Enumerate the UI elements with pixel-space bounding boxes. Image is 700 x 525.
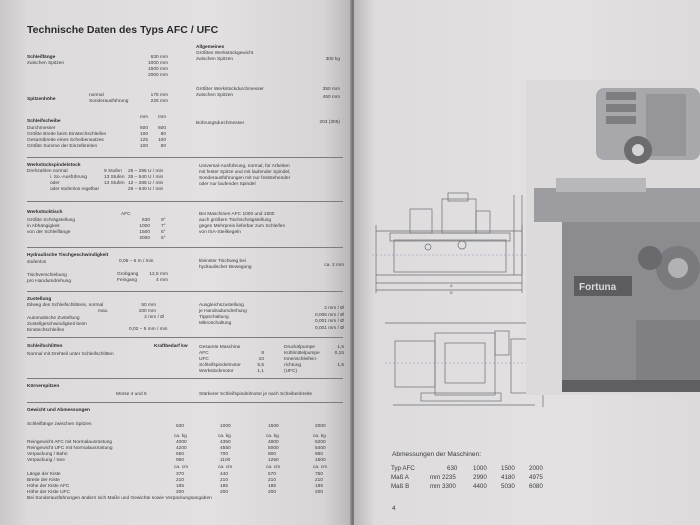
schleifscheibe-row-value: 100 [157, 138, 166, 143]
kraft-row-label: richtung [284, 363, 302, 368]
zustellung-desc: Tippschaltung [199, 315, 229, 320]
brand-plate: Fortuna [579, 282, 617, 293]
spindelstock-desc-line: mit fester Spitze und mit laufender Spindel, [199, 170, 291, 175]
durchmesser-line: zwischen Spitzen [196, 93, 234, 98]
tisch-row: Feingang [117, 278, 138, 283]
zustellung-desc: Mikroschaltung [199, 321, 232, 326]
gewicht-row-value: 4000 [176, 440, 187, 445]
kraft-row-value: 1,5 [337, 345, 344, 350]
gewicht-row-value: 1100 [220, 458, 231, 463]
tisch-desc-line: von ISA-Steilkegeln [199, 230, 241, 235]
kraft-row-label: Gesamte Maschine [199, 345, 241, 350]
gewicht-row-value: 200 [268, 490, 277, 495]
tisch-row-value: 4 mm [156, 278, 168, 283]
schleifscheibe-row-label: Größte Breite beim Einstechschleifen [27, 132, 107, 137]
spindelstock-row-label: oder stufenlos regelbar [50, 187, 100, 192]
schleifscheibe-row-label: Gesamtbreite eines Scheibensatzes [27, 138, 104, 143]
allgemeines-line: zwischen Spitzen [196, 57, 234, 62]
tisch-row-angle: 5° [161, 236, 166, 241]
gewicht-row-value: 700 [220, 452, 229, 457]
gewicht-row-label: Reingewicht AFC mit Normalausrüstung [27, 440, 113, 445]
zustellung-desc-value: 0,001 mm / Ø [314, 326, 344, 331]
schleifscheibe-row-label: Durchmesser [27, 126, 56, 131]
kraft-row-label: Schleifspindelmotor [199, 363, 241, 368]
dimension-row-label: Maß A [391, 474, 409, 481]
schleifscheibe-col: mm [140, 115, 148, 120]
section-schleiflaenge: Schleiflänge [27, 55, 56, 60]
tisch-sub: stufenlos [27, 260, 47, 265]
tisch-row: pro Handumdrehung [27, 279, 72, 284]
section-tischgeschwindigkeit: Hydraulische Tischgeschwindigkeit [27, 253, 109, 258]
divider [27, 201, 343, 202]
durchmesser-value: 350 mm [322, 87, 340, 92]
kraft-row-value: 10 [258, 357, 264, 362]
tisch-row-value: 630 [141, 218, 150, 223]
schleifscheibe-row-value: 100 [139, 144, 148, 149]
kraft-row-label: UFC [199, 357, 209, 362]
gewicht-row-value: 185 [268, 484, 277, 489]
durchmesser-value: 450 mm [322, 95, 340, 100]
zustellung-value: 2 mm / Ø [144, 315, 164, 320]
divider [27, 337, 343, 338]
zustellung-desc-value: 0,001 mm / Ø [314, 319, 344, 324]
gewicht-note: Bei Sonderausführungen ändern sich Maße und Gewichte sowie Verpackungsangaben [27, 496, 212, 501]
tisch-desc-line: Bei Maschinen AFC 1000 und 1500 [199, 212, 275, 217]
gewicht-row-value: 200 [220, 490, 229, 495]
zustellung-desc: je Handradumdrehung [199, 309, 247, 314]
zustellung-value: 50 mm [141, 303, 156, 308]
zustellung-value: 100 mm [138, 309, 156, 314]
dimension-row-value: 4180 [501, 474, 515, 481]
gewicht-row-value: 4550 [220, 446, 231, 451]
dimension-row-value: 1000 [473, 465, 487, 472]
schleifscheibe-col: mm [158, 115, 166, 120]
tisch-desc: hydraulischer Bewegung [199, 265, 252, 270]
dimension-row-value: 5030 [501, 483, 515, 490]
dimension-row-value: 630 [447, 465, 458, 472]
allgemeines-line: Größtes Werkstückgewicht [196, 51, 254, 56]
gewicht-row-value: 210 [220, 478, 229, 483]
gewicht-unit: ca. cm [174, 465, 189, 470]
spindelstock-row-range: 25 – 285 U / min [128, 169, 164, 174]
schleifscheibe-row-value: 100 [139, 132, 148, 137]
spindelstock-row-steps: 13 Stufen [104, 175, 125, 180]
dimension-row-value: 4975 [529, 474, 543, 481]
tisch-row-value: 12,5 mm [149, 272, 168, 277]
durchmesser-line: Größter Werkstückdurchmesser [196, 87, 264, 92]
schleiflaenge-sub: zwischen Spitzen [27, 61, 65, 66]
kraft-row-label: Druckölpumpe [284, 345, 315, 350]
divider [27, 247, 343, 248]
section-allgemeines: Allgemeines [196, 45, 225, 50]
gewicht-row-value: 950 [176, 458, 185, 463]
kraft-row-value: 5,5 [257, 363, 264, 368]
gewicht-row-value: 750 [315, 472, 324, 477]
spindelstock-row-range: 25 – 540 U / min [128, 175, 164, 180]
kraft-row-label: AFC [199, 351, 209, 356]
gewicht-unit: ca. kg [313, 434, 326, 439]
spindelstock-desc-line: Sonderausführungen mit nur feststehender [199, 176, 291, 181]
section-gewicht: Gewicht und Abmessungen [27, 408, 90, 413]
kraft-row-label: Kühlmittelpumpe [284, 351, 320, 356]
dimension-row-unit: mm 3300 [430, 483, 456, 490]
tisch-row-value: 1500 [139, 230, 150, 235]
section-koernerspitzen: Körnerspitzen [27, 384, 60, 389]
gewicht-row-value: 4350 [220, 440, 231, 445]
gewicht-row-value: 1500 [315, 458, 326, 463]
dimension-row-unit: mm 2235 [430, 474, 456, 481]
zustellung-line: Einstechschleifen [27, 328, 65, 333]
gewicht-unit: ca. kg [218, 434, 231, 439]
gewicht-row-value: 370 [176, 472, 185, 477]
spindelstock-row-label: Drehzahlen normal [27, 169, 68, 174]
zustellung-value: 0,02 – 5 mm / min [129, 327, 168, 332]
dimension-row-value: 2990 [473, 474, 487, 481]
gewicht-row-value: 950 [315, 452, 324, 457]
gewicht-row-value: 4200 [176, 446, 187, 451]
zustellung-line: Eilweg des Schleifschlittens, normal [27, 303, 104, 308]
gewicht-col-head: 2000 [315, 424, 326, 429]
section-zustellung: Zustellung [27, 297, 52, 302]
side-view-drawing [372, 185, 532, 295]
bohrung-label: Bohrungsdurchmesser [196, 121, 245, 126]
divider [27, 291, 343, 292]
divider [27, 402, 343, 403]
gewicht-row-value: 210 [176, 478, 185, 483]
dimension-row-value: 1500 [501, 465, 515, 472]
gewicht-row-label: Höhe der Kiste UFC [27, 490, 70, 495]
spitzenhoehe-value: 225 mm [150, 99, 168, 104]
dimensions-title: Abmessungen der Maschinen: [392, 451, 482, 458]
page-title: Technische Daten des Typs AFC / UFC [27, 24, 219, 36]
tisch-row-label: von der Schleiflänge [27, 230, 71, 235]
spitzenhoehe-label: normal [89, 93, 104, 98]
spindelstock-desc-line: Universal-Ausführung, normal, für Arbeiten [199, 164, 290, 169]
gewicht-row-value: 5200 [315, 440, 326, 445]
svg-text:A: A [450, 283, 453, 288]
gewicht-row-value: 440 [220, 472, 229, 477]
dimension-row-label: Maß B [391, 483, 410, 490]
gewicht-row-label: Reingewicht UFC mit Normalausrüstung [27, 446, 113, 451]
schleiflaenge-value: 630 mm [150, 55, 168, 60]
tisch-row-value: 1000 [139, 224, 150, 229]
divider [27, 378, 343, 379]
zustellung-desc-value: 0,005 mm / Ø [314, 313, 344, 318]
kraft-row-label: Werkstückmotor [199, 369, 234, 374]
gewicht-col-head: 630 [176, 424, 185, 429]
gewicht-row-value: 185 [315, 484, 324, 489]
svg-text:B: B [450, 290, 453, 295]
gewicht-row-value: 185 [220, 484, 229, 489]
schleifscheibe-row-value: 80 [160, 132, 166, 137]
gewicht-row-value: 800 [268, 452, 277, 457]
kraftbedarf-label: Kraftbedarf kw [154, 344, 188, 349]
gewicht-row-label: Höhe der Kiste AFC [27, 484, 70, 489]
gewicht-sub: Schleiflänge zwischen Spitzen [27, 422, 92, 427]
gewicht-row-value: 550 [176, 452, 185, 457]
gewicht-row-label: Verpackung / Bahn [27, 452, 68, 457]
gewicht-row-value: 210 [268, 478, 277, 483]
section-werkstuecktisch: Werkstücktisch [27, 210, 63, 215]
spindelstock-row-range: 12 – 285 U / min [128, 181, 164, 186]
zustellung-line: Automatische Zustellung [27, 316, 80, 321]
gewicht-row-value: 5400 [315, 446, 326, 451]
schleifscheibe-row-value: 80 [160, 144, 166, 149]
spindelstock-row-label: i. So.-Ausführung [50, 175, 88, 180]
tisch-desc-value: ca. 2 mm [324, 263, 344, 268]
bohrung-value: 203 (305) [319, 120, 340, 125]
werkstuecktisch-head: AFC [121, 212, 131, 217]
tisch-value: 0,05 – 6 m / min [119, 259, 154, 264]
tisch-row-value: 2000 [139, 236, 150, 241]
gewicht-unit: ca. cm [218, 465, 233, 470]
zustellung-desc-value: 2 mm / Ø [324, 306, 344, 311]
tisch-desc-line: gegen Mehrpreis lieferbar zum Schleifen [199, 224, 286, 229]
tisch-row-label: in Abhängigkeit [27, 224, 60, 229]
schleiflaenge-value: 1000 mm [148, 61, 168, 66]
tisch-row-angle: 7° [161, 224, 166, 229]
kraft-row-label: (UFC) [284, 369, 298, 374]
zustellung-desc: Ausgleichszustellung [199, 303, 244, 308]
gewicht-row-label: Breite der Kiste [27, 478, 60, 483]
spindelstock-row-label: oder [50, 181, 60, 186]
machine-photo [526, 80, 700, 395]
gewicht-row-value: 1250 [268, 458, 279, 463]
page-number: 4 [392, 505, 396, 512]
dimension-row-value: 4400 [473, 483, 487, 490]
dimension-row-value: 6080 [529, 483, 543, 490]
spindelstock-row-steps: 9 Stufen [104, 169, 122, 174]
tisch-row-angle: 9° [161, 218, 166, 223]
tisch-row-angle: 5° [161, 230, 166, 235]
spitzenhoehe-value: 175 mm [150, 93, 168, 98]
tisch-row-label: Größte Schrägstellung [27, 218, 75, 223]
gewicht-row-label: Verpackung / See [27, 458, 65, 463]
gewicht-unit: ca. cm [266, 465, 281, 470]
gewicht-row-value: 5000 [268, 446, 279, 451]
gewicht-row-value: 185 [176, 484, 185, 489]
kraft-row-value: 1,1 [257, 369, 264, 374]
section-schleifschlitten: Schleifschlitten [27, 344, 63, 349]
kraft-row-value: 0,15 [334, 351, 344, 356]
schleifscheibe-row-label: Größte Summe der Einzelbreiten [27, 144, 98, 149]
section-schleifscheibe: Schleifscheibe [27, 119, 61, 124]
dimension-row-label: Typ AFC [391, 465, 415, 472]
koernerspitzen-value: Morse 4 und 5 [116, 392, 147, 397]
schleifscheibe-row-value: 125 [139, 138, 148, 143]
schleifschlitten-sub: Normal mit Drehteil unter Schleifschlitten [27, 352, 114, 357]
allgemeines-value: 300 kg [325, 57, 340, 62]
schleifscheibe-row-value: 600 [157, 126, 166, 131]
tisch-row: Grobgang [117, 272, 139, 277]
kraft-row-value: 1,5 [337, 363, 344, 368]
gewicht-col-head: 1500 [268, 424, 279, 429]
gewicht-row-value: 200 [176, 490, 185, 495]
koernerspitzen-desc: Stärkerer Schleifspindelmotor je nach Scheibenbreite [199, 392, 313, 397]
spindelstock-row-steps: 13 Stufen [104, 181, 125, 186]
gewicht-row-value: 210 [315, 478, 324, 483]
section-spitzenhoehe: Spitzenhöhe [27, 97, 56, 102]
gewicht-row-value: 570 [268, 472, 277, 477]
gewicht-unit: ca. cm [313, 465, 328, 470]
spindelstock-row-range: 25 – 540 U / min [128, 187, 164, 192]
schleiflaenge-value: 2000 mm [148, 73, 168, 78]
gewicht-unit: ca. kg [266, 434, 279, 439]
zustellung-line: Zustellgeschwindigkeit beim [27, 322, 87, 327]
kraft-row-value: 8 [261, 351, 264, 356]
gewicht-unit: ca. kg [174, 434, 187, 439]
divider [27, 157, 343, 158]
gewicht-row-label: Länge der Kiste [27, 472, 61, 477]
section-spindelstock: Werkstückspindelstock [27, 163, 81, 168]
gewicht-row-value: 200 [315, 490, 324, 495]
tisch-desc-line: auch größere Tischschrägstellung [199, 218, 271, 223]
schleifscheibe-row-value: 500 [139, 126, 148, 131]
kraft-row-label: Innenschleifein- [284, 357, 318, 362]
tisch-row: Tischverschiebung [27, 273, 67, 278]
schleiflaenge-value: 1500 mm [148, 67, 168, 72]
tisch-desc: kleinster Tischweg bei [199, 259, 246, 264]
spitzenhoehe-label: Sonderausführung [89, 99, 129, 104]
gewicht-row-value: 4800 [268, 440, 279, 445]
gewicht-col-head: 1000 [220, 424, 231, 429]
spindelstock-desc-line: oder nur laufender Spindel [199, 182, 256, 187]
dimension-row-value: 2000 [529, 465, 543, 472]
zustellung-line: max. [98, 309, 109, 314]
